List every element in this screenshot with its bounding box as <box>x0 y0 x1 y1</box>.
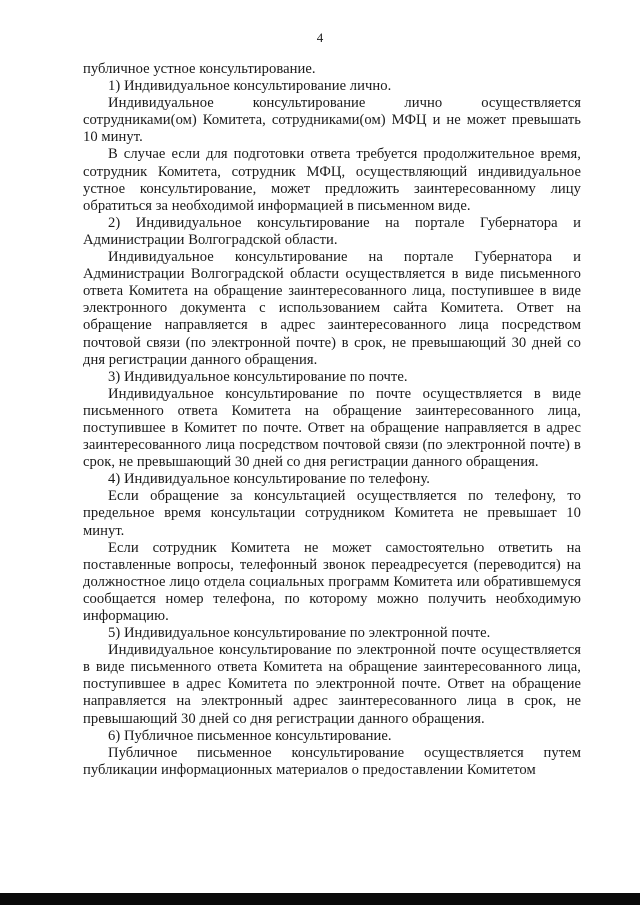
paragraph-2: 1) Индивидуальное консультирование лично. <box>108 78 392 95</box>
scan-edge-bar <box>0 893 640 905</box>
paragraph-7: 3) Индивидуальное консультирование по почте. <box>108 368 408 385</box>
paragraph-1: публичное устное консультирование. <box>83 61 316 77</box>
paragraph-11: Если сотрудник Комитета не может самостоятельно ответить на поставленные вопросы, телефонный звонок переадресуется (переводится) на должностное лицо отдела социальных программ Комитета или обратившемуся сообщается номер телефона, по которому можно получить необходимую информацию. <box>83 539 581 624</box>
paragraph-8: Индивидуальное консультирование по почте осуществляется в виде письменного ответа Комитета на обращение заинтересованного лица, поступившее в Комитет по почте. Ответ на обращение направляется в адрес заинтересованного лица посредством почтовой связи (по электронной почте) в срок, не превышающий 30 дней со дня регистрации данного обращения. <box>83 385 581 471</box>
paragraph-13: Индивидуальное консультирование по электронной почте осуществляется в виде письменного ответа Комитета на обращение заинтересованного лица, поступившее в адрес Комитета по электронной почте. Ответ на обращение направляется на электронный адрес заинтересованного лица в срок, не превышающий 30 дней со дня регистрации данного обращения. <box>83 642 581 727</box>
document-body <box>83 61 581 779</box>
paragraph-6: Индивидуальное консультирование на портале Губернатора и Администрации Волгоградской области осуществляется в виде письменного ответа Комитета на обращение заинтересованного лица, поступившее в виде электронного документа с использованием сайта Комитета. Ответ на обращение направляется в адрес заинтересованного лица посредством почтовой связи (по электронной почте) в срок, не превышающий 30 дней со дня регистрации данного обращения. <box>83 249 581 368</box>
paragraph-12: 5) Индивидуальное консультирование по электронной почте. <box>108 625 491 642</box>
paragraph-3: Индивидуальное консультирование лично осуществляется сотрудниками(ом) Комитета, сотрудниками(ом) МФЦ и не может превышать 10 минут. <box>83 95 581 146</box>
paragraph-14: 6) Публичное письменное консультирование. <box>108 727 392 744</box>
paragraph-4: В случае если для подготовки ответа требуется продолжительное время, сотрудник Комитета, сотрудник МФЦ, осуществляющий индивидуальное устное консультирование, может предложить заинтересованному лицу обратиться за необходимой информацией в письменном виде. <box>83 146 581 214</box>
paragraph-10: Если обращение за консультацией осуществляется по телефону, то предельное время консультации сотрудником Комитета не превышает 10 минут. <box>83 488 581 539</box>
page-number: 4 <box>316 30 324 45</box>
paragraph-15: Публичное письменное консультирование осуществляется путем публикации информационных материалов о предоставлении Комитетом <box>83 744 581 778</box>
paragraph-5: 2) Индивидуальное консультирование на портале Губернатора и Администрации Волгоградской области. <box>83 214 581 248</box>
paragraph-9: 4) Индивидуальное консультирование по телефону. <box>108 471 430 488</box>
